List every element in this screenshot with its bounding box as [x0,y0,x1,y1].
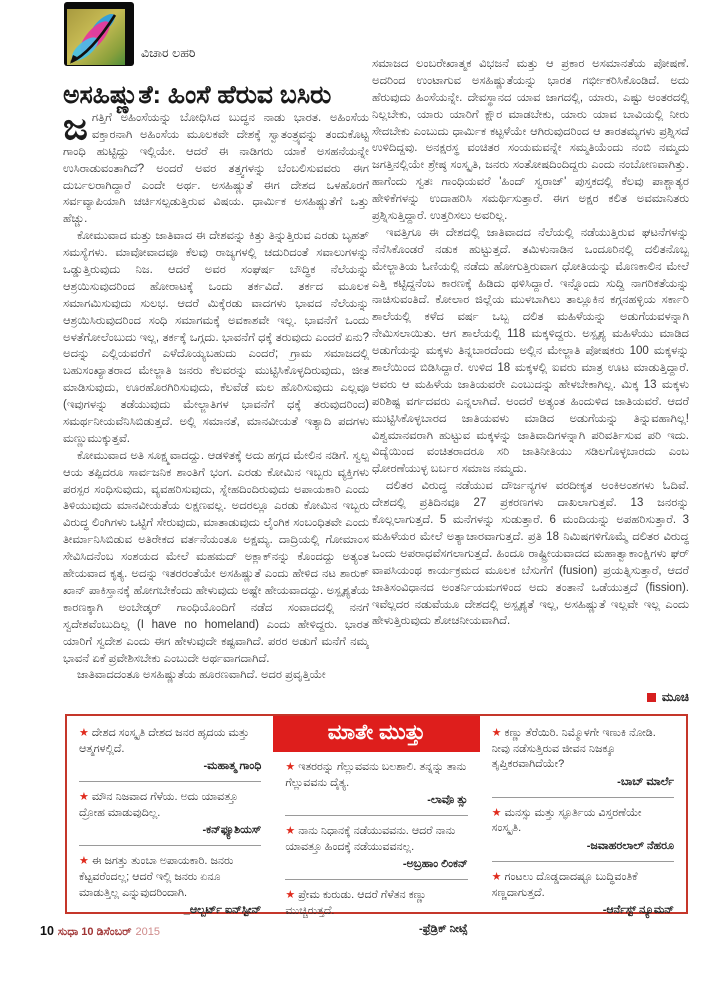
quote [492,806,674,837]
quote [79,790,261,821]
page-number: 10 [40,924,54,938]
paragraph: ಕೋಮುವಾದ ಅತಿ ಸೂಕ್ಷ್ಮವಾದದ್ದು. ಆಡಳಿತಕ್ಕೆ ಅದು ಹಗ್ಗದ ಮೇಲಿನ ನಡಿಗೆ. ಸ್ವಲ್ಪ ಆಯ ತಪ್ಪಿದರೂ ಸಾರ್ವಜನಿಕ ಶಾಂತಿಗೆ ಭಂಗ. ಎರಡು ಕೋಮಿನ ಇಬ್ಬರು ವ್ಯಕ್ತಿಗಳು ಪರಸ್ಪರ ಸಂಧಿಸುವುದು, ವ್ಯವಹರಿಸುವುದು, ಸ್ನೇಹದಿಂದಿರುವುದು ಅಪಾಯಕಾರಿ ಎಂದು ತಿಳಿಯುವುದು ಮಾನವೀಯತೆಯ ಲಕ್ಷಣವಲ್ಲ. ಅದರಲ್ಲೂ ಎರಡು ಕೋಮಿನ ಇಬ್ಬರು ವಿರುದ್ಧ ಲಿಂಗಿಗಳು ಒಟ್ಟಿಗೆ ಸೇರುವುದು, ಮಾತಾಡುವುದು ಲೈಂಗಿಕ ಸಂಬಂಧಿತವೇ ಎಂದು ತೀರ್ಮಾನಿಸಿಬಿಡುವ ಅತಿರೇಕದ ವರ್ತನೆಯಂತೂ ಅಕ್ಷಮ್ಯ. ದಾದ್ರಿಯಲ್ಲಿ ಗೋಮಾಂಸ ಸೇವಿಸಿದನೆಂಬ ಸಂಶಯದ ಮೇಲೆ ಮಹಮದ್ ಅಕ್ಲಾಕ್‌ನನ್ನು ಕೊಂದದ್ದು ಅತ್ಯಂತ ಹೇಯವಾದ ಕೃತ್ಯ. ಅದನ್ನು ಇತರರಂತೆಯೇ ಅಸಹಿಷ್ಣುತೆ ಎಂದು ಹೇಳಿದ ನಟ ಶಾರುಕ್ ಖಾನ್ ಪಾಕಿಸ್ತಾನಕ್ಕೆ ಹೋಗಬೇಕೆಂದು ಹೇಳುವುದು ಅಷ್ಟೇ ಹೇಯವಾದದ್ದು. ಅಸ್ಪೃಶ್ಯತೆಯ ಕಾರಣಕ್ಕಾಗಿ ಅಂಬೇಡ್ಕರ್ ಗಾಂಧಿಯೊಂದಿಗೆ ನಡೆದ ಸಂವಾದದಲ್ಲಿ ನನಗೆ ಸ್ವದೇಶವೆಂಬುದಿಲ್ಲ (I have no homeland) ಎಂದು ಹೇಳಿದ್ದರು. ಭಾರತ ಯಾರಿಗೆ ಸ್ವದೇಶ ಎಂದು ಈಗ ಹೇಳುವುದೇ ಕಷ್ಟವಾಗಿದೆ. ಪರರ ಅಡುಗೆ ಮನೆಗೆ ನಮ್ಮ ಭಾವನೆ ಏಕೆ ಪ್ರವೇಶಿಸಬೇಕು ಎಂಬುದೇ ಅರ್ಥವಾಗದಾಗಿದೆ. [63,449,369,665]
quote-author: _ಆಲ್ಬರ್ಟ್ ಐನ್‌ಸ್ಟೀನ್ [183,904,262,917]
star-icon: ★ [285,889,296,902]
page-footer [40,924,160,939]
star-icon: ★ [491,806,502,819]
quote-author: -ಬಾಬ್ ಮಾರ್ಲೆ [617,775,674,788]
star-icon: ★ [79,727,89,739]
quote-author: -ಅಬ್ರಹಾಂ ಲಿಂಕನ್ [402,858,468,871]
quote [285,888,467,919]
section-logo [64,2,134,66]
quote-divider [285,879,467,880]
quote-text: ಗಂಟಲು ದೊಡ್ಡದಾದಷ್ಟೂ ಬುದ್ಧಿವಂತಿಕೆ ಸಣ್ಣದಾಗುತ್ತದೆ. [491,871,638,899]
star-icon: ★ [285,761,296,773]
quote [285,760,467,791]
author-signoff [372,690,689,705]
paragraph: ಸಮಾಜದ ಲಂಬರೇಖಾತ್ಮಕ ವಿಭಜನೆ ಮತ್ತು ಆ ಪ್ರಕಾರ ಅಸಮಾನತೆಯ ಪೋಷಣೆ. ಅದರಿಂದ ಉಂಟಾಗುವ ಅಸಹಿಷ್ಣುತೆಯನ್ನು ಭಾರತ ಗರ್ಭೀಕರಿಸಿಕೊಂಡಿದೆ. ಅದು ಹೆರುವುದು ಹಿಂಸೆಯನ್ನೇ. ದೇವಸ್ಥಾನದ ಯಾವ ಜಾಗದಲ್ಲಿ, ಯಾರು, ಎಷ್ಟು ಅಂತರದಲ್ಲಿ ನಿಲ್ಲಬೇಕು, ಯಾರು ಯಾರಿಗೆ ಕ್ಷೌರ ಮಾಡಬೇಕು, ಯಾರು ಯಾವ ಬಾವಿಯಲ್ಲಿ ನೀರು ಸೇದಬೇಕು ಎಂಬುದು ಧಾರ್ಮಿಕ ಕಟ್ಟಳೆಯೇ ಆಗಿರುವುದರಿಂದ ಆ ತಾರತಮ್ಯಗಳು ಪ್ರಶ್ನಿಸದೆ ಉಳಿದಿದ್ದವು. ಅನಕ್ಷರಸ್ಥ ವಂಚಿತರ ಸಂಯಮವನ್ನೇ ಸಮ್ಮತಿಯೆಂದು ನಂಬಿ ನಮ್ಮದು ಜಗತ್ತಿನಲ್ಲಿಯೇ ಶ್ರೇಷ್ಠ ಸಂಸ್ಕೃತಿ, ಜನರು ಸಂತೋಷದಿಂದಿದ್ದರು ಎಂದು ನಂಬೋಣವಾಗಿತ್ತು. ಹಾಗೆಂದು ಸ್ವತಃ ಗಾಂಧಿಯವರೆ 'ಹಿಂದ್ ಸ್ವರಾಜ್' ಪುಸ್ತಕದಲ್ಲಿ ಕೆಲವು ಪಾಶ್ಚಾತ್ಯರ ಹೇಳಿಕೆಗಳನ್ನು ಉದಾಹರಿಸಿ ಸಮರ್ಥಿಸುತ್ತಾರೆ. ಈಗ ಅಕ್ಷರ ಕಲಿತ ಅವಮಾನಿತರು ಪ್ರಶ್ನಿಸುತ್ತಿದ್ದಾರೆ. ಉತ್ತರಿಸಲು ಅವರಿಲ್ಲ. [372,58,689,223]
quote-divider [492,797,674,798]
quote-author: -ಮಹಾತ್ಮ ಗಾಂಧಿ [203,760,262,773]
quote [492,726,674,773]
star-icon: ★ [491,871,502,884]
quote-text: ನಾನು ನಿಧಾನಕ್ಕೆ ನಡೆಯುವವನು. ಆದರೆ ನಾನು ಯಾವತ್ತೂ ಹಿಂದಕ್ಕೆ ನಡೆಯುವವನಲ್ಲ. [285,825,456,853]
footer-year: 2015 [135,926,160,938]
quote-text: ಮೌನ ನಿಜವಾದ ಗೆಳೆಯ. ಅದು ಯಾವತ್ತೂ ದ್ರೋಹ ಮಾಡುವುದಿಲ್ಲ. [79,791,238,819]
paragraph: ದಲಿತರ ವಿರುದ್ಧ ನಡೆಯುವ ದೌರ್ಜನ್ಯಗಳ ವರದೀಕೃತ ಅಂಕಿಅಂಶಗಳು ಓದಿವೆ. ದೇಶದಲ್ಲಿ ಪ್ರತಿದಿನವೂ 27 ಪ್ರಕರಣಗಳು ದಾಖಲಾಗುತ್ತವೆ. 13 ಜನರನ್ನು ಕೊಲ್ಲಲಾಗುತ್ತದೆ. 5 ಮನೆಗಳನ್ನು ಸುಡುತ್ತಾರೆ. 6 ಮಂದಿಯನ್ನು ಅಪಹರಿಸುತ್ತಾರೆ. 3 ಮಹಿಳೆಯರ ಮೇಲೆ ಅತ್ಯಾಚಾರವಾಗುತ್ತದೆ. ಪ್ರತಿ 18 ನಿಮಿಷಗಳಿಗೊಮ್ಮೆ ದಲಿತರ ವಿರುದ್ಧ ಒಂದು ಅಪರಾಧವೆಸಗಲಾಗುತ್ತದೆ. ಹಿಂದೂ ರಾಷ್ಟ್ರೀಯವಾದದ ಮಹಾತ್ವಾಕಾಂಕ್ಷಿಗಳು ಘರ್ ವಾಪಸಿಯಂಥ ಕಾರ್ಯಕ್ರಮದ ಮೂಲಕ ಬೆಸುಗೆಗೆ (fusion) ಪ್ರಯತ್ನಿಸುತ್ತಾರೆ, ಆದರೆ ಜಾತಿಸಂವಿಧಾನದ ಅಂತರ್ನಿಯಮಗಳಿಂದ ಅದು ತಂತಾನೆ ಒಡೆಯುತ್ತದೆ (fission). ಇವೆಲ್ಲದರ ನಡುವೆಯೂ ದೇಶದಲ್ಲಿ ಅಸ್ಪೃಶ್ಯತೆ ಇಲ್ಲ, ಅಸಹಿಷ್ಣುತೆ ಇಲ್ಲವೇ ಇಲ್ಲ ಎಂದು ಹೇಳುತ್ತಿರುವುದು ಶೋಚನೀಯವಾಗಿದೆ. [372,480,689,628]
magazine-name-date: ಸುಧಾ 10 ಡಿಸೆಂಬರ್ [57,926,132,938]
star-icon: ★ [491,727,502,739]
paragraph: ಇವತ್ತಿಗೂ ಈ ದೇಶದಲ್ಲಿ ಜಾತಿವಾದದ ನೆಲೆಯಲ್ಲಿ ನಡೆಯುತ್ತಿರುವ ಘಟನೆಗಳನ್ನು ನೆನೆಸಿಕೊಂಡರೆ ನಡುಕ ಹುಟ್ಟುತ್ತದೆ. ತಮಿಳುನಾಡಿನ ಒಂದೂರಿನಲ್ಲಿ ದಲಿತನೊಬ್ಬ ಮೇಲ್ಜಾತಿಯ ಓಣಿಯಲ್ಲಿ ನಡೆದು ಹೋಗುತ್ತಿರುವಾಗ ಧೋತಿಯನ್ನು ಮೊಣಕಾಲಿನ ಮೇಲೆ ಎತ್ತಿ ಕಟ್ಟಿದ್ದನೆಂಬ ಕಾರಣಕ್ಕೆ ಹಿಡಿದು ಥಳಿಸಿದ್ದಾರೆ. ಇನ್ನೊಂದು ಸುದ್ದಿ ನಾಗರಿಕತೆಯನ್ನು ನಾಚಿಸುವಂತಿದೆ. ಕೋಲಾರ ಜಿಲ್ಲೆಯ ಮುಳಬಾಗಿಲು ತಾಲ್ಲೂಕಿನ ಕಗ್ಗನಹಳ್ಳಿಯ ಸರ್ಕಾರಿ ಶಾಲೆಯಲ್ಲಿ ಕಳೆದ ವರ್ಷ ಒಬ್ಬ ದಲಿತ ಮಹಿಳೆಯನ್ನು ಅಡುಗೆಯವಳನ್ನಾಗಿ ನೇಮಿಸಲಾಯಿತು. ಆಗ ಶಾಲೆಯಲ್ಲಿ 118 ಮಕ್ಕಳಿದ್ದರು. ಅಸ್ಪೃಶ್ಯ ಮಹಿಳೆಯು ಮಾಡಿದ ಅಡುಗೆಯನ್ನು ಮಕ್ಕಳು ತಿನ್ನಬಾರದೆಂದು ಅಲ್ಲಿನ ಮೇಲ್ಜಾತಿ ಪೋಷಕರು 100 ಮಕ್ಕಳನ್ನು ಶಾಲೆಯಿಂದ ಬಿಡಿಸಿದ್ದಾರೆ. ಉಳಿದ 18 ಮಕ್ಕಳಲ್ಲಿ ಐವರು ಮಾತ್ರ ಊಟ ಮಾಡುತ್ತಿದ್ದಾರೆ. ಅವರು ಆ ಮಹಿಳೆಯ ಜಾತಿಯವರೇ ಎಂಬುದನ್ನು ಹೇಳಬೇಕಾಗಿಲ್ಲ. ಮಿಕ್ಕ 13 ಮಕ್ಕಳು ಪರಿಶಿಷ್ಟ ವರ್ಗದವರು ಎನ್ನಲಾಗಿದೆ. ಅಂದರೆ ಅತ್ಯಂತ ಹಿಂದುಳಿದ ಜಾತಿಯವರೆ. ಆದರೆ ಮುಟ್ಟಿಸಿಕೊಳ್ಳಬಾರದ ಜಾತಿಯವಳು ಮಾಡಿದ ಅಡುಗೆಯನ್ನು ತಿನ್ನುವಹಾಗಿಲ್ಲ! ವಿಶ್ವಮಾನವರಾಗಿ ಹುಟ್ಟುವ ಮಕ್ಕಳನ್ನು ಜಾತಿವಾದಿಗಳನ್ನಾಗಿ ಪರಿವರ್ತಿಸುವ ಪರಿ ಇದು. ವಿದ್ಯೆಯಿಂದ ವಂಚಿತರಾದರೂ ಸರಿ ಜಾತಿನೀತಿಯು ಸಡಿಲಗೊಳ್ಳಬಾರದು ಎಂಬ ಧೋರಣೆಯುಳ್ಳ ಬರ್ಬರ ಸಮಾಜ ನಮ್ಮದು. [372,226,689,476]
section-title: ವಿಚಾರ ಲಹರಿ [141,46,196,60]
article-right-column [372,56,689,692]
paragraph [63,110,369,228]
quote-author: -ಕನ್‌ಫ್ಯೂಶಿಯಸ್ [202,824,262,837]
quote-text: ಈ ಜಗತ್ತು ತುಂಬಾ ಅಪಾಯಕಾರಿ. ಜನರು ಕೆಟ್ಟವರೆಂದಲ್ಲ; ಆದರೆ ಇಲ್ಲಿ ಜನರು ಏನೂ ಮಾಡುತ್ತಿಲ್ಲ ಎನ್ನುವುದರಿಂದಾಗಿ. [79,855,234,899]
quote-author: -ಲಾವೊ ತ್ಸು [427,794,468,807]
quote-divider [285,815,467,816]
quote-column-right [480,716,686,917]
quote [79,854,261,901]
quote-author: -ಫ್ರೆಡ್ರಿಕ್ ನೀಟ್ಸೆ [419,922,468,935]
quote-divider [492,861,674,862]
quote [492,870,674,901]
quote-column-middle [273,716,479,935]
quote-text: ಪ್ರೇಮ ಕುರುಡು. ಆದರೆ ಗೆಳೆತನ ಕಣ್ಣು ಮುಚ್ಚಿರುತ್ತದೆ. [285,889,427,918]
drop-cap: ಜ [63,110,88,147]
article-headline: ಅಸಹಿಷ್ಣುತೆ: ಹಿಂಸೆ ಹೆರುವ ಬಸಿರು [63,80,332,109]
quote-text: ದೇಶದ ಸಂಸ್ಕೃತಿ ದೇಶದ ಜನರ ಹೃದಯ ಮತ್ತು ಆತ್ಮಗಳಲ್ಲಿದೆ. [79,727,250,755]
quote-divider [79,845,261,846]
red-square-bullet-icon [647,693,656,702]
quote-author: -ಜವಾಹರಲಾಲ್ ನೆಹರೂ [586,840,674,853]
author-name: ಮೂಚಿ [661,690,689,704]
quote-text: ಕಣ್ಣು ತೆರೆಯಿರಿ. ನಿಮ್ಮೊಳಗೇ ಇಣುಕಿ ನೋಡಿ. ನೀವು ನಡೆಸುತ್ತಿರುವ ಜೀವನ ನಿಜಕ್ಕೂ ತೃಪ್ತಿಕರವಾಗಿದೆಯೇ? [491,727,656,771]
quote-divider [79,781,261,782]
article-left-column [63,110,369,706]
star-icon: ★ [79,791,89,804]
paragraph-text: ಗತ್ತಿಗೆ ಅಹಿಂಸೆಯನ್ನು ಬೋಧಿಸಿದ ಬುದ್ಧನ ನಾಡು ಭಾರತ. ಅಹಿಂಸೆಯ ವಕ್ತಾರನಾಗಿ ಅಹಿಂಸೆಯ ಮೂಲಕವೇ ದೇಶಕ್ಕೆ ಸ್ವಾತಂತ್ರ್ಯವನ್ನು ತಂದುಕೊಟ್ಟ ಗಾಂಧಿ ಹುಟ್ಟಿದ್ದು ಇಲ್ಲಿಯೇ. ಆದರೆ ಈ ನಾಡಿಗರು ಯಾಕೆ ಅಸಹನೆಯನ್ನೇ ಉಸಿರಾಡುವಂತಾಗಿದೆ? ಅಂದರೆ ಅವರ ತತ್ತ್ವಗಳನ್ನು ಬೆಂಬಲಿಸುವವರು ಈಗ ದುರ್ಬಲರಾಗಿದ್ದಾರೆ ಎಂದೇ ಅರ್ಥ. ಅಸಹಿಷ್ಣುತೆ ಈಗ ದೇಶದ ಒಳಹೊರಗೆ ಸರ್ವವ್ಯಾಪಿಯಾಗಿ ಚರ್ಚಿಸಲ್ಪಡುತ್ತಿರುವ ವಿಷಯ. ಧಾರ್ಮಿಕ ಅಸಹಿಷ್ಣುತೆಗೆ ಒತ್ತು ಹೆಚ್ಚು. [63,112,369,226]
quote [285,824,467,855]
paragraph: ಕೋಮುವಾದ ಮತ್ತು ಜಾತಿವಾದ ಈ ದೇಶವನ್ನು ಕಿತ್ತು ತಿನ್ನುತ್ತಿರುವ ಎರಡು ಬೃಹತ್ ಸಮಸ್ಯೆಗಳು. ಮಾವೋವಾದವೂ ಕೆಲವು ರಾಜ್ಯಗಳಲ್ಲಿ ಚದುರಿದಂತೆ ಸವಾಲುಗಳನ್ನು ಒಡ್ಡುತ್ತಿರುವುದು ನಿಜ. ಆದರೆ ಅವರ ಸಂಘರ್ಷ ಬೌದ್ಧಿಕ ನೆಲೆಯನ್ನು ಆಶ್ರಯಿಸುವುದರಿಂದ ಹೋರಾಟಕ್ಕೆ ಒಂದು ತರ್ಕವಿದೆ. ತರ್ಕದ ಮೂಲಕ ಸಮಾಗಮಿಸುವುದು ಸುಲಭ. ಆದರೆ ಮಿಕ್ಕೆರಡು ವಾದಗಳು ಭಾವದ ನೆಲೆಯನ್ನು ಆಶ್ರಯಿಸಿರುವುದರಿಂದ ಸಂಧಿ ಸಮಾಗಮಕ್ಕೆ ಅವಕಾಶವೇ ಇಲ್ಲ. ಭಾವನೆಗೆ ಒಂದು ಅಳತೆಗೋಲೆಂಬುದು ಇಲ್ಲ, ತರ್ಕಕ್ಕೆ ಒಗ್ಗದು. ಭಾವನೆಗೆ ಧಕ್ಕೆ ತರುವುದು ಎಂದರೆ ಏನು? ಅದನ್ನು ಎಲ್ಲಿಯವರೆಗೆ ಎಳೆದೊಯ್ಯಬಹುದು ಎಂದರೆ; ಗ್ರಾಮ ಸಮಾಜದಲ್ಲಿ ಬಹುಸಂಖ್ಯಾತರಾದ ಮೇಲ್ಜಾತಿ ಜನರು ಕೆಲವರನ್ನು ಮುಟ್ಟಿಸಿಕೊಳ್ಳದಿರುವುದು, ಜೀತ ಮಾಡಿಸುವುದು, ಊರಹೊರಗಿರಿಸುವುದು, ಕೆಲವೆಡೆ ಮಲ ಹೊರಿಸುವುದು ಎಲ್ಲವೂ (ಇವುಗಳನ್ನು ತಡೆಯುವುದು ಮೇಲ್ಜಾತಿಗಳ ಭಾವನೆಗೆ ಧಕ್ಕೆ ತರುವುದರಿಂದ) ಸಮರ್ಥನೀಯವೆನಿಸಿಬಿಡುತ್ತದೆ. ಅಲ್ಲಿ ಸಮಾನತೆ, ಮಾನವೀಯತೆ ಇತ್ಯಾದಿ ಪದಗಳು ಮಣ್ಣುಮುಕ್ಕುತ್ತವೆ. [63,230,369,445]
quote-box-title: ಮಾತೇ ಮುತ್ತು [273,716,479,752]
quote-text: ಇತರರನ್ನು ಗೆಲ್ಲುವವನು ಬಲಶಾಲಿ. ತನ್ನನ್ನು ತಾನು ಗೆಲ್ಲುವವನು ದೈತ್ಯ. [285,761,467,789]
star-icon: ★ [79,855,89,868]
quote-author: -ಆರ್ನೆಸ್ಟ್ ನ್ಯೂಮನ್ [602,904,674,917]
quote-text: ಮನಸ್ಸು ಮತ್ತು ಸ್ಫೂರ್ತಿಯ ವಿಸ್ತರಣೆಯೇ ಸಂಸ್ಕೃತಿ. [491,806,642,835]
star-icon: ★ [285,825,296,838]
quill-feather-logo [67,9,125,65]
quote-column-left [67,716,273,917]
quote [79,726,261,757]
paragraph: ಜಾತಿವಾದದಂತೂ ಅಸಹಿಷ್ಣುತೆಯ ಹೂರಣವಾಗಿದೆ. ಅದರ ಪ್ರವೃತ್ತಿಯೇ [77,669,326,682]
